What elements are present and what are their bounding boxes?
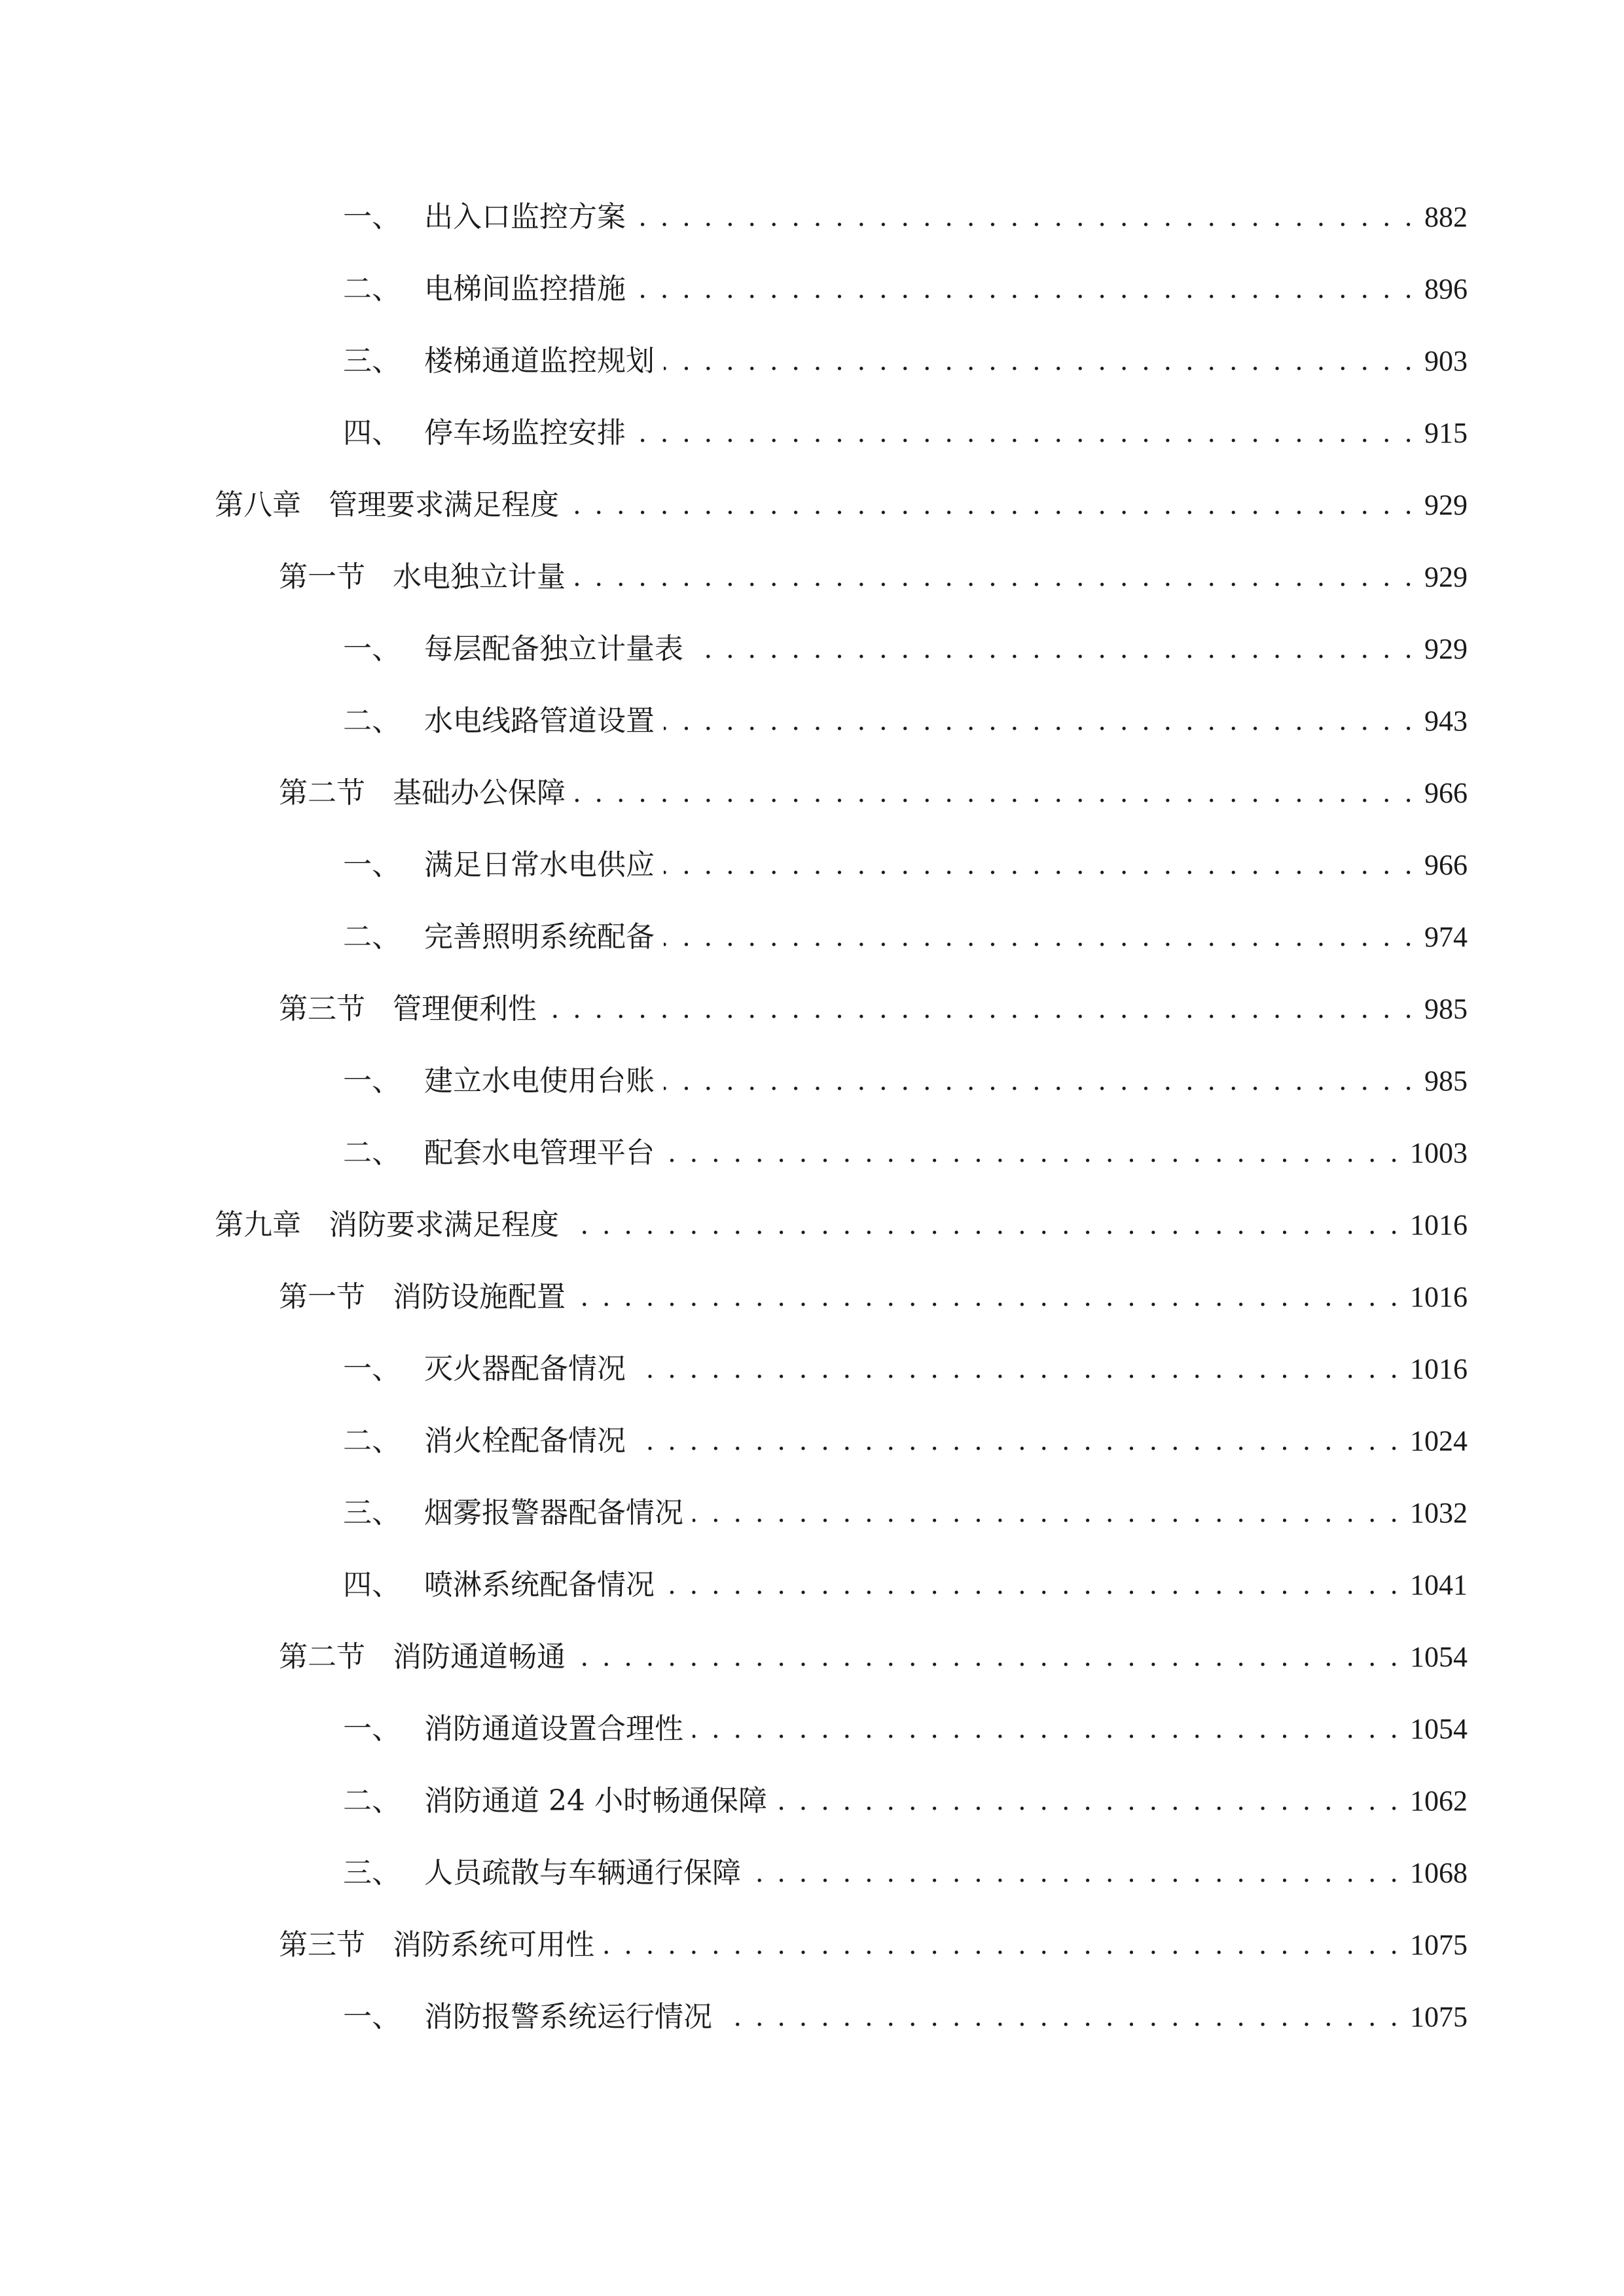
toc-entry-title: 消防报警系统运行情况 bbox=[424, 2000, 712, 2034]
toc-entry-label bbox=[343, 1415, 626, 1467]
toc-entry-page: 1054 bbox=[1410, 1713, 1468, 1745]
toc-entry-page: 929 bbox=[1424, 633, 1468, 665]
toc-entry[interactable] bbox=[343, 1991, 1468, 2043]
toc-entry-number: 第九章 bbox=[215, 1208, 301, 1242]
toc-entry-page: 1016 bbox=[1410, 1209, 1468, 1241]
toc-entry-number: 一、 bbox=[343, 848, 401, 882]
toc-entry-label bbox=[343, 1343, 626, 1395]
toc-entry-number: 一、 bbox=[343, 1712, 401, 1746]
toc-entry-section[interactable] bbox=[279, 983, 1468, 1035]
toc-entry-section[interactable] bbox=[279, 767, 1468, 819]
dot-leader bbox=[635, 263, 1415, 315]
dot-leader bbox=[568, 479, 1415, 531]
toc-entry-label bbox=[279, 551, 566, 603]
toc-entry[interactable] bbox=[343, 335, 1468, 387]
toc-entry[interactable] bbox=[343, 911, 1468, 963]
toc-entry[interactable] bbox=[343, 1847, 1468, 1899]
toc-entry-title: 建立水电使用台账 bbox=[424, 1064, 655, 1098]
toc-entry-number: 一、 bbox=[343, 1064, 401, 1098]
dot-leader bbox=[635, 1343, 1401, 1395]
dot-leader bbox=[635, 407, 1415, 459]
toc-entry-label bbox=[343, 1055, 655, 1107]
toc-entry-number: 四、 bbox=[343, 1568, 401, 1602]
toc-entry-number: 第二节 bbox=[279, 776, 365, 810]
toc-entry-section[interactable] bbox=[279, 1271, 1468, 1323]
toc-entry-label bbox=[279, 767, 566, 819]
toc-entry-title: 消防通道设置合理性 bbox=[424, 1712, 683, 1746]
dot-leader bbox=[575, 1271, 1401, 1323]
toc-entry-label bbox=[215, 479, 559, 531]
toc-entry-label bbox=[343, 1847, 741, 1899]
dot-leader bbox=[635, 1415, 1401, 1467]
toc-entry-title: 灭火器配备情况 bbox=[424, 1352, 626, 1386]
toc-entry-number: 一、 bbox=[343, 1352, 401, 1386]
toc-entry-number: 一、 bbox=[343, 632, 401, 666]
toc-entry-label bbox=[279, 1631, 566, 1683]
toc-entry-number: 第八章 bbox=[215, 488, 301, 522]
dot-leader bbox=[664, 1127, 1401, 1179]
toc-entry-title: 完善照明系统配备 bbox=[424, 920, 655, 954]
toc-entry-label bbox=[343, 263, 626, 315]
toc-entry-page: 985 bbox=[1424, 1065, 1468, 1097]
toc-entry-page: 1024 bbox=[1410, 1425, 1468, 1457]
toc-entry-number: 二、 bbox=[343, 1136, 401, 1170]
toc-entry-page: 1068 bbox=[1410, 1857, 1468, 1889]
toc-entry-title: 满足日常水电供应 bbox=[424, 848, 655, 882]
toc-entry-title: 管理便利性 bbox=[393, 992, 537, 1026]
dot-leader bbox=[664, 695, 1415, 747]
dot-leader bbox=[693, 623, 1415, 675]
toc-entry-page: 882 bbox=[1424, 201, 1468, 233]
dot-leader bbox=[546, 983, 1415, 1035]
dot-leader bbox=[664, 1559, 1401, 1611]
toc-entry-label bbox=[279, 1919, 594, 1971]
toc-entry-page: 1075 bbox=[1410, 2001, 1468, 2033]
toc-entry-page: 1016 bbox=[1410, 1353, 1468, 1385]
toc-entry[interactable] bbox=[343, 1703, 1468, 1755]
toc-entry[interactable] bbox=[343, 263, 1468, 315]
toc-entry-number: 四、 bbox=[343, 416, 401, 450]
toc-entry-title: 出入口监控方案 bbox=[424, 200, 626, 234]
toc-entry-title: 电梯间监控措施 bbox=[424, 272, 626, 306]
toc-entry[interactable] bbox=[343, 1055, 1468, 1107]
toc-entry-label bbox=[343, 623, 683, 675]
toc-entry-page: 966 bbox=[1424, 849, 1468, 881]
toc-entry-number: 二、 bbox=[343, 1784, 401, 1818]
toc-entry-label bbox=[279, 1271, 566, 1323]
toc-entry-title: 停车场监控安排 bbox=[424, 416, 626, 450]
toc-entry-page: 1062 bbox=[1410, 1785, 1468, 1817]
dot-leader bbox=[568, 1199, 1401, 1251]
toc-entry-title: 消防系统可用性 bbox=[393, 1928, 594, 1962]
toc-entry-label bbox=[343, 839, 655, 891]
toc-entry-title: 消防要求满足程度 bbox=[329, 1208, 559, 1242]
toc-entry-label bbox=[343, 695, 655, 747]
toc-entry-number: 二、 bbox=[343, 272, 401, 306]
toc-entry-page: 1032 bbox=[1410, 1497, 1468, 1529]
toc-entry-number: 三、 bbox=[343, 1856, 401, 1890]
toc-entry-section[interactable] bbox=[279, 1631, 1468, 1683]
toc-entry-label bbox=[343, 407, 626, 459]
toc-entry-title: 配套水电管理平台 bbox=[424, 1136, 655, 1170]
toc-entry-label bbox=[343, 191, 626, 243]
toc-entry-page: 1016 bbox=[1410, 1281, 1468, 1313]
toc-entry[interactable] bbox=[343, 1415, 1468, 1467]
toc-entry[interactable] bbox=[343, 839, 1468, 891]
toc-entry-title: 水电独立计量 bbox=[393, 560, 566, 594]
dot-leader bbox=[635, 191, 1415, 243]
toc-entry[interactable] bbox=[343, 407, 1468, 459]
toc-entry-number: 三、 bbox=[343, 344, 401, 378]
toc-entry-page: 943 bbox=[1424, 705, 1468, 737]
dot-leader bbox=[693, 1703, 1401, 1755]
toc-entry-title: 消防通道畅通 bbox=[393, 1640, 566, 1674]
toc-entry-number: 二、 bbox=[343, 1424, 401, 1458]
toc-entry-number: 第二节 bbox=[279, 1640, 365, 1674]
toc-entry-page: 903 bbox=[1424, 345, 1468, 377]
toc-entry[interactable] bbox=[343, 1559, 1468, 1611]
toc-entry-title: 管理要求满足程度 bbox=[329, 488, 559, 522]
toc-entry-title: 每层配备独立计量表 bbox=[424, 632, 683, 666]
toc-entry-chapter[interactable] bbox=[215, 1199, 1468, 1251]
toc-entry[interactable] bbox=[343, 695, 1468, 747]
toc-entry-section[interactable] bbox=[279, 1919, 1468, 1971]
toc-entry[interactable] bbox=[343, 1487, 1468, 1539]
toc-entry-label bbox=[343, 1775, 767, 1827]
toc-entry-section[interactable] bbox=[279, 551, 1468, 603]
toc-entry-number: 二、 bbox=[343, 704, 401, 738]
toc-entry-title: 基础办公保障 bbox=[393, 776, 566, 810]
toc-entry-label bbox=[343, 1991, 712, 2043]
toc-entry-number: 三、 bbox=[343, 1496, 401, 1530]
toc-entry-page: 974 bbox=[1424, 921, 1468, 953]
dot-leader bbox=[575, 767, 1415, 819]
dot-leader bbox=[750, 1847, 1401, 1899]
toc-entry-number: 第一节 bbox=[279, 560, 365, 594]
toc-entry-label bbox=[343, 335, 655, 387]
dot-leader bbox=[604, 1919, 1401, 1971]
dot-leader bbox=[776, 1775, 1401, 1827]
toc-entry-number: 一、 bbox=[343, 200, 401, 234]
toc-entry-title: 水电线路管道设置 bbox=[424, 704, 655, 738]
toc-entry-title: 烟雾报警器配备情况 bbox=[424, 1496, 683, 1530]
dot-leader bbox=[575, 1631, 1401, 1683]
dot-leader bbox=[664, 335, 1415, 387]
toc-entry-title: 喷淋系统配备情况 bbox=[424, 1568, 655, 1602]
toc-entry-page: 966 bbox=[1424, 777, 1468, 809]
toc-entry-page: 929 bbox=[1424, 489, 1468, 521]
toc-entry-number: 第一节 bbox=[279, 1280, 365, 1314]
toc-entry-label bbox=[215, 1199, 559, 1251]
toc-entry-page: 915 bbox=[1424, 417, 1468, 449]
toc-entry-label bbox=[343, 1559, 655, 1611]
toc-entry-title: 人员疏散与车辆通行保障 bbox=[424, 1856, 741, 1890]
dot-leader bbox=[664, 1055, 1415, 1107]
toc-entry-number: 第三节 bbox=[279, 1928, 365, 1962]
toc-entry-page: 929 bbox=[1424, 561, 1468, 593]
toc-entry[interactable] bbox=[343, 1127, 1468, 1179]
dot-leader bbox=[575, 551, 1415, 603]
toc-entry-label bbox=[343, 1487, 683, 1539]
toc-entry-label bbox=[279, 983, 537, 1035]
toc-entry-label bbox=[343, 911, 655, 963]
toc-entry-page: 1075 bbox=[1410, 1929, 1468, 1961]
toc-entry-number: 第三节 bbox=[279, 992, 365, 1026]
dot-leader bbox=[664, 839, 1415, 891]
dot-leader bbox=[664, 911, 1415, 963]
toc-entry-title: 楼梯通道监控规划 bbox=[424, 344, 655, 378]
toc-entry-number: 二、 bbox=[343, 920, 401, 954]
toc-entry-label bbox=[343, 1127, 655, 1179]
toc-entry-page: 985 bbox=[1424, 993, 1468, 1025]
toc-entry-chapter[interactable] bbox=[215, 479, 1468, 531]
toc-entry-page: 1041 bbox=[1410, 1569, 1468, 1601]
toc-entry-number: 一、 bbox=[343, 2000, 401, 2034]
toc-entry-title: 消防通道 24 小时畅通保障 bbox=[424, 1784, 767, 1818]
toc-entry-title: 消防设施配置 bbox=[393, 1280, 566, 1314]
toc-entry[interactable] bbox=[343, 1343, 1468, 1395]
toc-entry[interactable] bbox=[343, 191, 1468, 243]
toc-entry-page: 896 bbox=[1424, 273, 1468, 305]
toc-entry-page: 1054 bbox=[1410, 1641, 1468, 1673]
toc-entry-page: 1003 bbox=[1410, 1137, 1468, 1169]
toc-entry[interactable] bbox=[343, 623, 1468, 675]
toc-entry[interactable] bbox=[343, 1775, 1468, 1827]
toc-entry-label bbox=[343, 1703, 683, 1755]
dot-leader bbox=[693, 1487, 1401, 1539]
toc-entry-title: 消火栓配备情况 bbox=[424, 1424, 626, 1458]
dot-leader bbox=[721, 1991, 1401, 2043]
